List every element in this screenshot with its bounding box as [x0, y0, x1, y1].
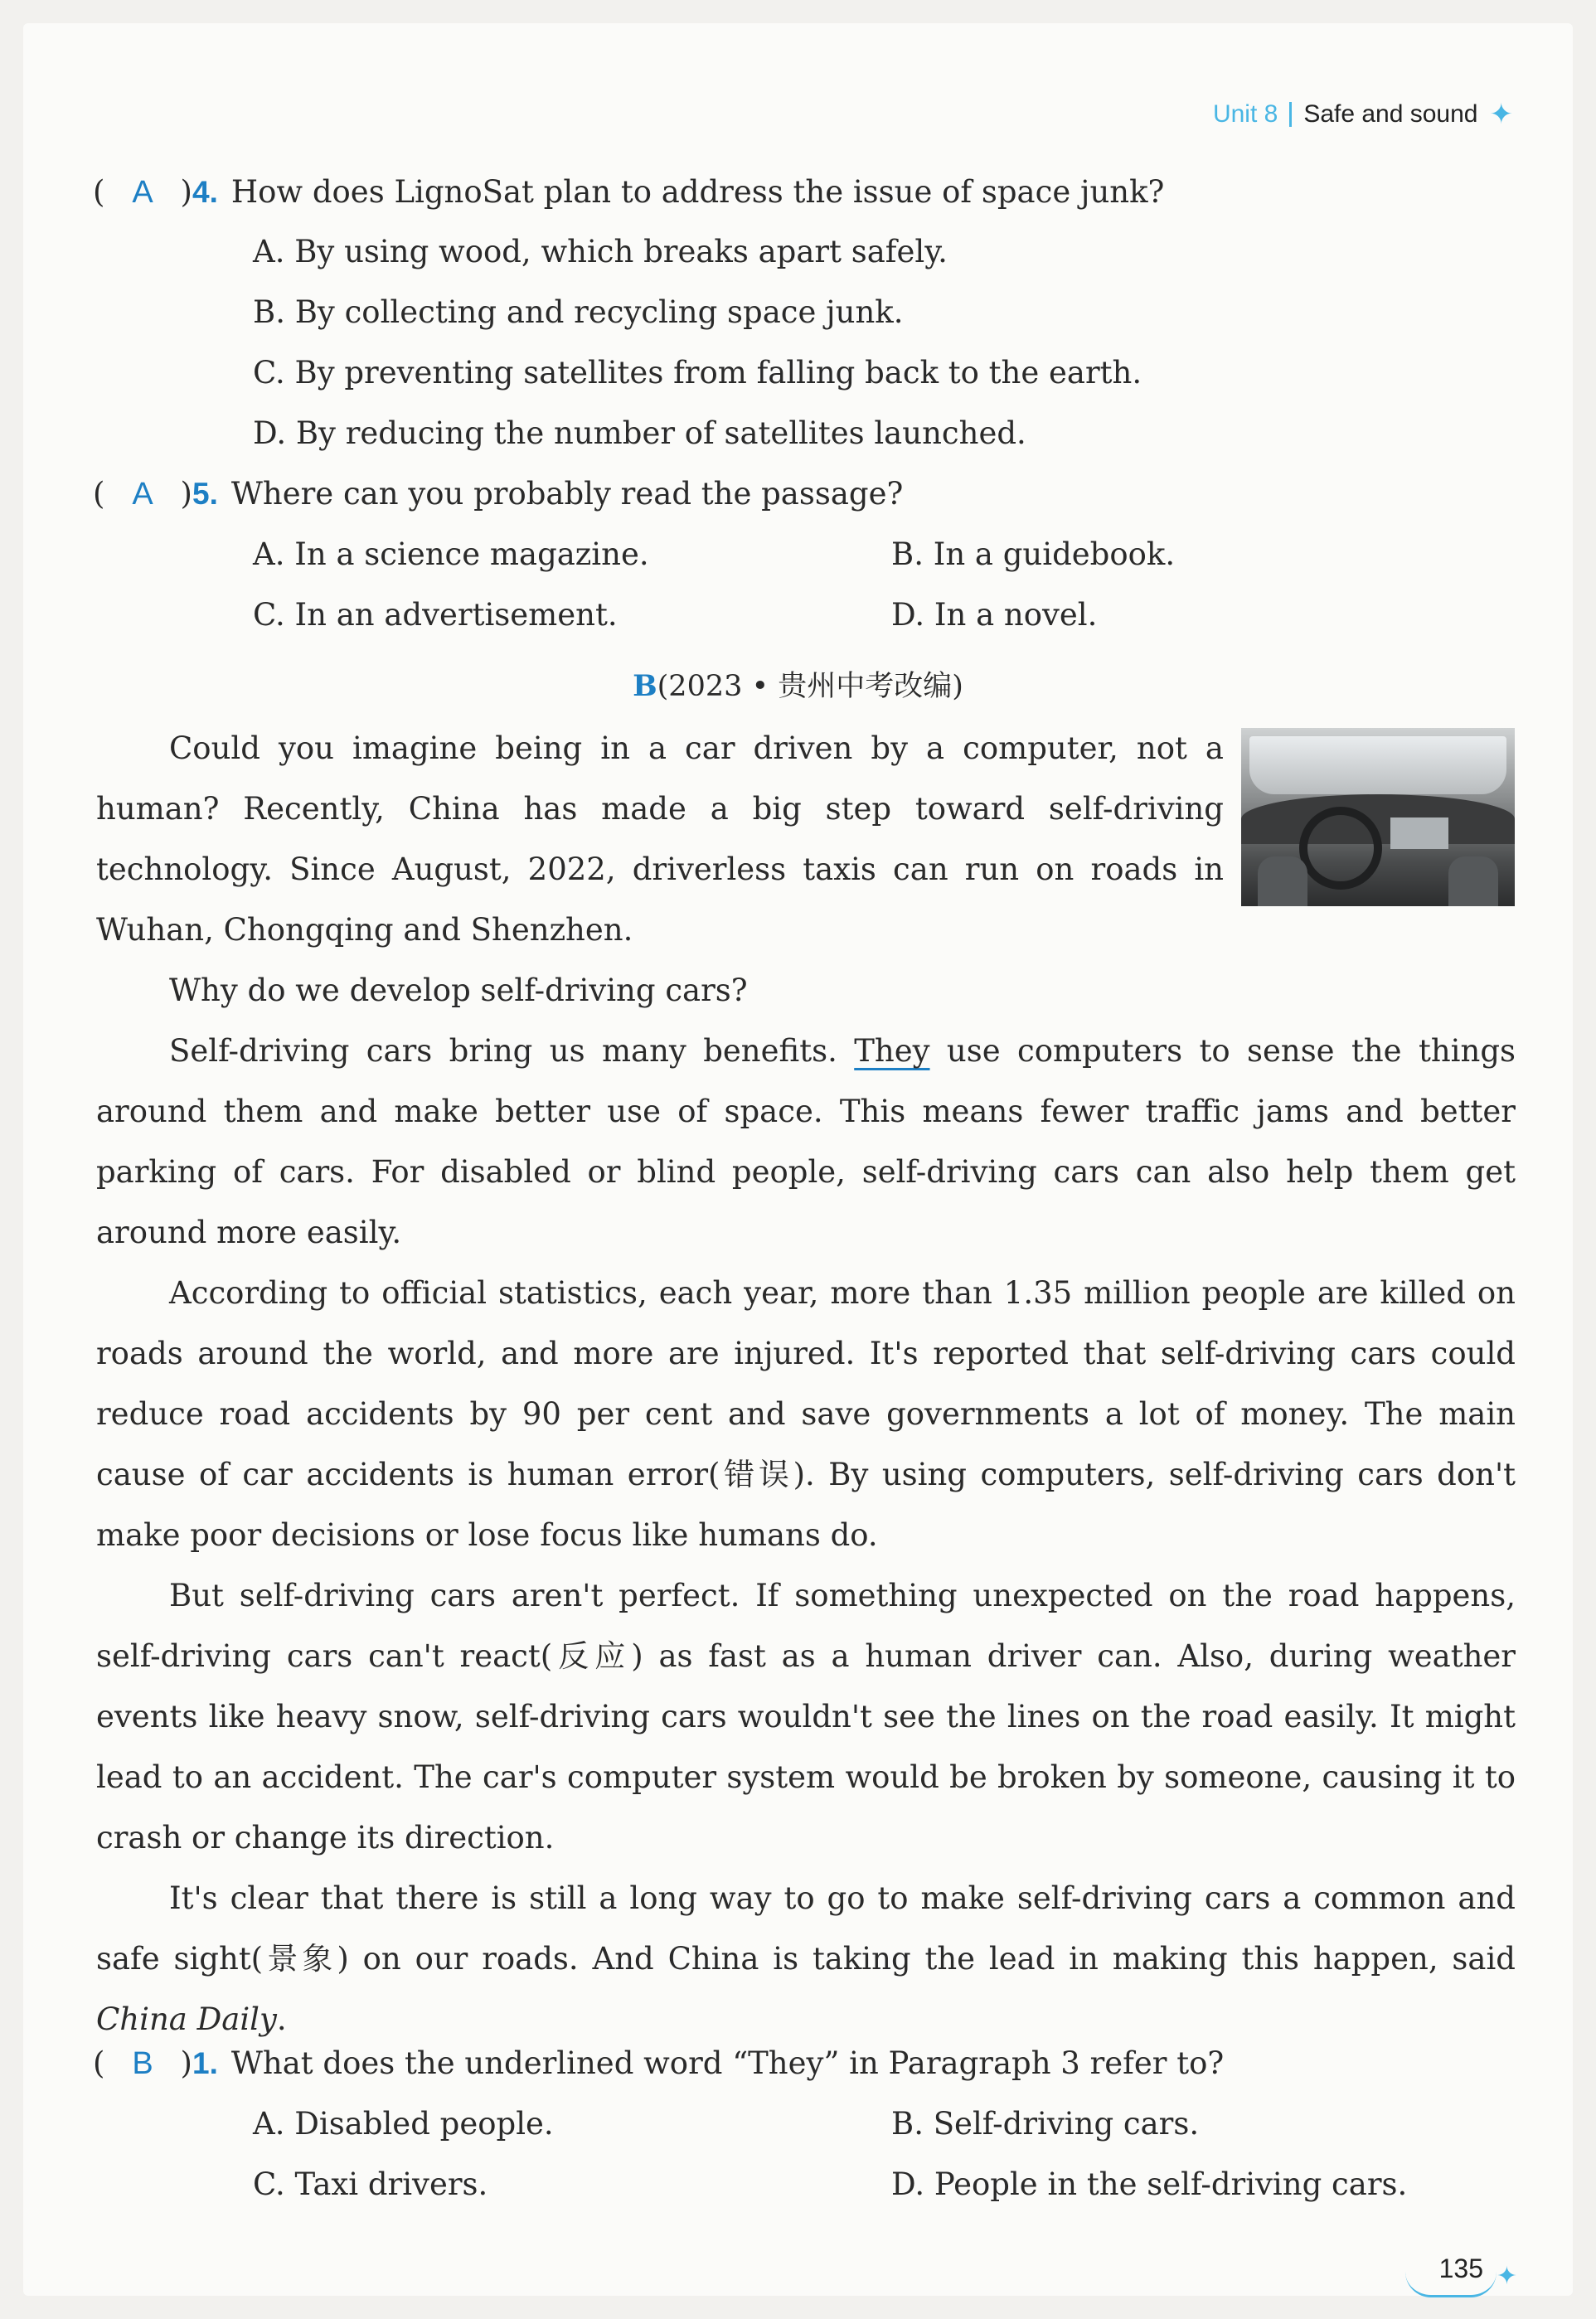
section-letter: B	[633, 669, 657, 703]
question-5	[93, 478, 903, 510]
option-c: C. By preventing satellites from falling back to the earth.	[253, 355, 1142, 391]
question-b1	[93, 2045, 1225, 2081]
section-heading	[0, 663, 1596, 705]
paragraph-4: According to official statistics, each year, more than 1.35 million people are killed on roads around the world, and more are injured. It's reported that self-driving cars could reduce road accidents by 90 per cent and save governments a lot of money. The main cause of car accidents is human error(错误). By using computers, self-driving cars don't make poor decisions or lose focus like humans do.	[96, 1275, 1516, 1553]
option-c: C. Taxi drivers.	[253, 2166, 488, 2202]
answer-bracket: ( B )	[93, 2045, 192, 2081]
option-d: D. In a novel.	[891, 597, 1098, 633]
question-text: Where can you probably read the passage?	[230, 476, 904, 512]
page-number: 135	[1438, 2254, 1483, 2283]
underlined-word: They	[854, 1033, 930, 1069]
question-number: 4.	[192, 175, 218, 209]
question-text: How does LignoSat plan to address the issue of space junk?	[230, 174, 1165, 210]
question-number: 1.	[192, 2046, 218, 2080]
option-d: D. By reducing the number of satellites launched.	[253, 415, 1026, 451]
paragraph-1: Could you imagine being in a car driven by a computer, not a human? Recently, China has made a big step toward self-driving technology. Since August, 2022, driverless taxis can run on roads in Wuhan, Chongqing and Shenzhen.	[96, 730, 1224, 948]
paragraph-2: Why do we develop self-driving cars?	[169, 973, 748, 1008]
option-b: B. Self-driving cars.	[891, 2106, 1200, 2142]
question-number: 5.	[192, 477, 218, 511]
question-4	[93, 174, 1165, 210]
option-a: A. In a science magazine.	[253, 536, 649, 572]
reading-passage-cont	[96, 960, 1516, 2050]
page-number-swoosh	[1405, 2272, 1497, 2297]
option-a: A. Disabled people.	[253, 2106, 554, 2142]
option-d: D. People in the self-driving cars.	[891, 2166, 1408, 2202]
answer-letter: A	[132, 477, 153, 512]
header-divider	[1289, 102, 1292, 127]
reading-passage	[96, 718, 1516, 960]
option-b: B. By collecting and recycling space junk.	[253, 294, 904, 330]
unit-label: Unit 8	[1212, 100, 1278, 128]
answer-bracket: ( A )	[93, 174, 192, 210]
answer-letter: B	[132, 2046, 153, 2081]
sparkle-icon: ✦	[1489, 99, 1513, 130]
paragraph-5: But self-driving cars aren't perfect. If something unexpected on the road happens, self-driving cars can't react(反应) as fast as a human driver can. Also, during weather events like heavy snow, self-driving cars wouldn't see the lines on the road easily. It might lead to an accident. The car's computer system would be broken by someone, causing it to crash or change its direction.	[96, 1578, 1516, 1856]
paragraph-6: It's clear that there is still a long way to go to make self-driving cars a common and safe sight(景象) on our roads. And China is taking the lead in making this happen, said China Daily.	[96, 1880, 1516, 2037]
unit-title: Safe and sound	[1303, 100, 1478, 128]
section-source: (2023 • 贵州中考改编)	[657, 670, 963, 703]
page-header	[1213, 98, 1513, 131]
answer-letter: A	[132, 175, 153, 210]
option-b: B. In a guidebook.	[891, 536, 1176, 572]
option-c: C. In an advertisement.	[253, 597, 618, 633]
option-a: A. By using wood, which breaks apart safely.	[253, 234, 948, 269]
question-text: What does the underlined word “They” in Paragraph 3 refer to?	[230, 2045, 1225, 2081]
answer-bracket: ( A )	[93, 476, 192, 512]
paragraph-3: Self-driving cars bring us many benefits. They use computers to sense the things around them and make better use of space. This means fewer traffic jams and better parking of cars. For disabled or blind people, self-driving cars can also help them get around more easily.	[96, 1033, 1516, 1250]
sparkle-icon: ✦	[1496, 2262, 1517, 2291]
